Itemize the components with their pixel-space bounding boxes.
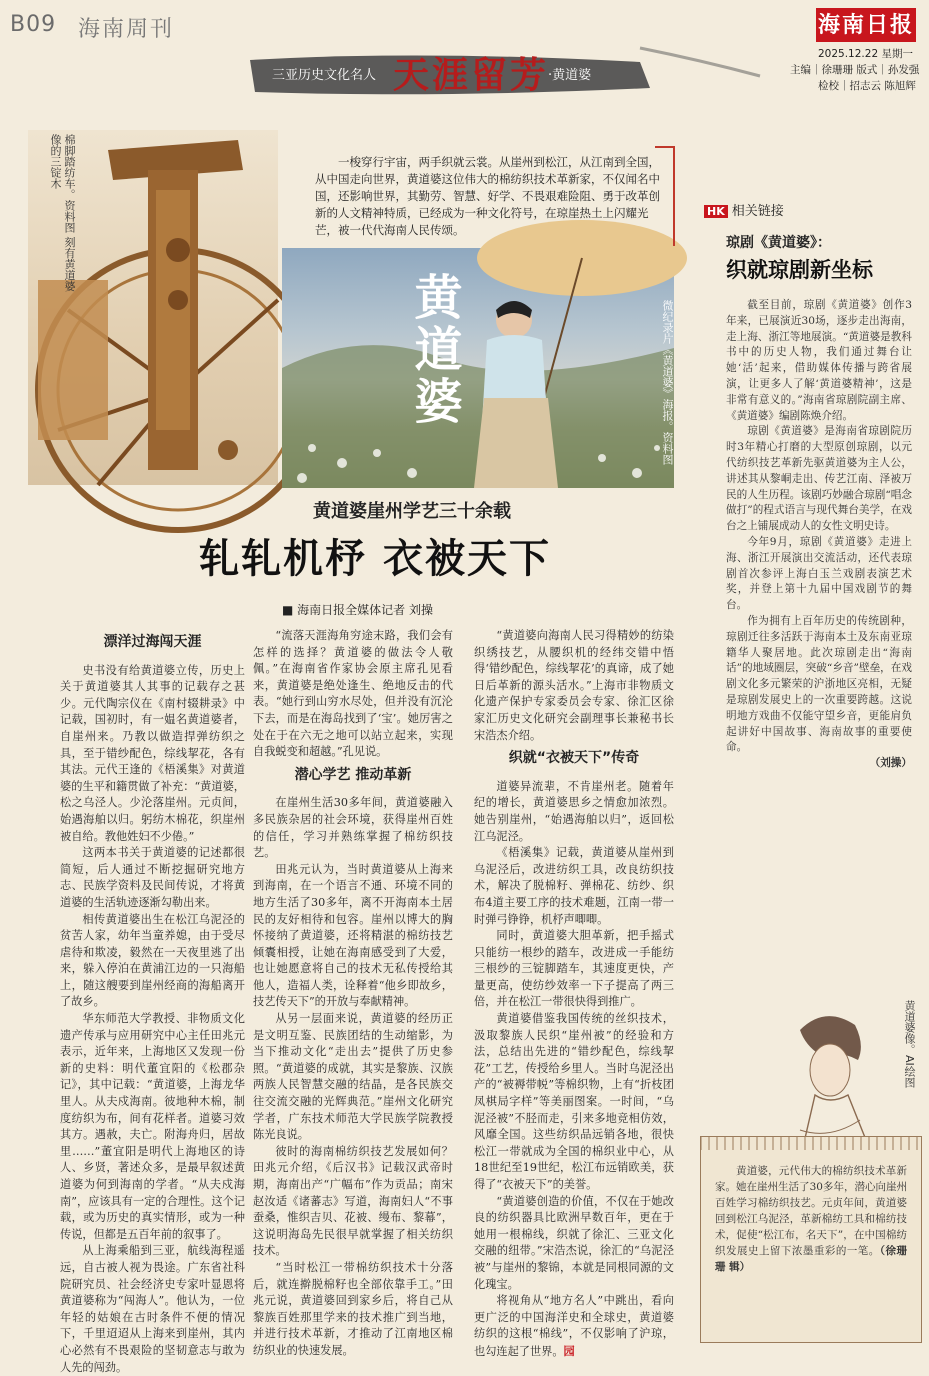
portrait-info-body: 黄道婆，元代伟大的棉纺织技术革新家。她在崖州生活了30多年，潜心向崖州百姓学习棉纺织技艺。元贞年间，黄道婆回到松江乌泥泾，革新棉纺工具和棉纺技术，促使“松江布，名天下”，在中国棉纺织发展史上留下浓墨重彩的一笔。 — [715, 1165, 907, 1257]
proofreader-credits: 检校｜招志云 陈旭辉 — [818, 80, 916, 92]
sidebar-paragraph: 作为拥有上百年历史的传统剧种，琼剧迁往多活跃于海南本土及东南亚琼籍华人聚居地。此次琼剧走出“海南话”的地域圈层，突破“乡音”壁垒，在戏剧文化多元繁荣的沪浙地区亮相，无疑是琼剧发展史上的一次重要跨越。这说明地方戏曲不仅能守望乡音，更能肩负起讲好中国故事、海南故事的重要使命。 — [726, 614, 912, 754]
sidebar-body — [726, 298, 912, 772]
paragraph: “黄道婆向海南人民习得精妙的纺染织绣技艺，从腰织机的经纬交错中悟得‘错纱配色，综线挈花’的真谛，成了她日后革新的源头活水。”上海市非物质文化遗产保护专家委员会专家、徐汇区徐家汇历史文化研究会副理事长兼秘书长宋浩杰介绍。 — [474, 629, 674, 742]
article-column-1 — [60, 628, 245, 1374]
series-label: 三亚历史文化名人 — [272, 68, 377, 83]
paragraph: “流落天涯海角穷途末路，我们会有怎样的选择？黄道婆的做法令人敬佩。”在海南省作家协会原主席孔见看来，黄道婆是绝处逢生、绝地反击的代表。“她行到山穷水尽处，但并没有沉沦下去，而是在海岛找到了‘宝’。她厉害之处在于在六无之地可以站立起来，实现自我蜕变和超越。”孔见说。 — [253, 629, 453, 759]
paragraph: 在崖州生活30多年间，黄道婆融入多民族杂居的社会环境，获得崖州百姓的信任，学习并熟练掌握了棉纺织技艺。 — [253, 796, 453, 860]
related-link-tag — [704, 200, 784, 219]
series-title: 天涯留芳 — [393, 54, 550, 96]
paragraph: 从另一层面来说，黄道婆的经历正是文明互鉴、民族团结的生动缩影，为当下推动文化“走出去”提供了历史参照。“黄道婆的成就，其实是黎族、汉族两族人民智慧交融的结晶，是各民族交往交流交融的光辉典范。”崖州文化研究学者，广东技术师范大学民族学院教授陈光良说。 — [253, 1012, 453, 1142]
paragraph: 彼时的海南棉纺织技艺发展如何？田兆元介绍，《后汉书》记载汉武帝时期，海南出产“广幅布”作为贡品；南宋赵汝适《诸蕃志》写道，海南妇人“不事蚕桑，惟织吉贝、花被、缦布、黎幕”，这说明海岛先民很早就掌握了相关纺织技术。 — [253, 1144, 453, 1258]
series-subtitle: ·黄道婆 — [548, 68, 592, 83]
paragraph: 从上海乘船到三亚，航线海程遥远，自古被人视为畏途。广东省社科院研究员、社会经济史专家叶显恩将黄道婆称为“闯海人”。他认为，一位年轻的姑娘在古时条件不便的情况下，千里迢迢从上海来到崖州，其内心必然有不畏艰险的坚韧意志与敢为人先的闯劲。 — [60, 1244, 245, 1374]
wheel-photo-caption: 棉脚踏纺车。资料图 刻有黄道婆像的三锭木 — [49, 134, 76, 292]
publication-date: 2025.12.22 星期一 — [818, 48, 913, 60]
paragraph: 史书没有给黄道婆立传，历史上关于黄道婆其人其事的记载存之甚少。元代陶宗仪在《南村辍耕录》中记载，国初时，有一媪名黄道婆者，自崖州来。乃教以做造捍弹纺织之具，至于错纱配色，综线挈花，各有其法。元代王逢的《梧溪集》对黄道婆的生平和籍贯做了补充：“黄道婆，松之乌泾人。少沦落崖州。元贞间，始遇海舶以归。躬纺木棉花，织崖州被自给。教他姓妇不少倦。” — [60, 663, 245, 843]
paragraph: 黄道婆借鉴我国传统的丝织技术，汲取黎族人民织“崖州被”的经验和方法，总结出先进的“错纱配色，综线挈花”工艺，传授给乡里人。当时乌泥泾出产的“被褥带帨”等棉织物，上有“折枝团凤棋局字样”等美丽图案。一时间，“乌泥泾被”不胫而走，引来多地竞相仿效，风靡全国。这些纺织品远销各地，很快松江一带就成为全国的棉织业中心，从18世纪至19世纪，松江布远销欧美，获得了“衣被天下”的美誉。 — [474, 1012, 674, 1191]
article-column-3 — [474, 628, 674, 1358]
paragraph — [474, 1293, 674, 1360]
paragraph: 华东师范大学教授、非物质文化遗产传承与应用研究中心主任田兆元表示，近年来，上海地区又发现一份新的史料：明代董宜阳的《松郡杂记》，其中记载：“黄道婆，上海龙华里人。从夫戍海南。彼地种木棉，制度纺织为布，间有花样者。道婆习效其方。遇赦，夫亡。附海舟归，居故里……”董宜阳是明代上海地区的诗人、乡贤，著述众多，是最早叙述黄道婆为何到海南的学者。“从夫戍海南”，应该具有一定的合理性。这个记载，或为历史的真实情形，或为一种传说，但都是五百年前的叙事了。 — [60, 1012, 245, 1241]
portrait-info-box — [700, 1136, 922, 1343]
paper-logo: 海南日报 — [816, 8, 916, 42]
section-subhead: 潜心学艺 推动革新 — [294, 766, 412, 783]
poster-illustration — [282, 248, 674, 488]
lead-rule-vertical — [673, 146, 675, 246]
sidebar-kicker: 琼剧《黄道婆》： — [726, 235, 831, 251]
info-box-border-decoration — [700, 1136, 922, 1150]
page-number: B09 — [10, 12, 57, 37]
paragraph: 道婆异流辈，不肯崖州老。随着年纪的增长，黄道婆思乡之情愈加浓烈。她告别崖州，“始遇海舶以归”，返回松江乌泥泾。 — [474, 779, 674, 843]
section-subhead: 漂洋过海闯天涯 — [103, 634, 202, 650]
end-mark: 园 — [563, 1343, 575, 1358]
article-kicker: 黄道婆崖州学艺三十余载 — [313, 501, 511, 522]
weekly-logo: 海南周刊 — [78, 17, 175, 42]
paragraph: “黄道婆创造的价值，不仅在于她改良的纺织器具比欧洲早数百年，更在于她用一根棉线，织就了徐汇、三亚文化交融的纽带。”宋浩杰说，徐汇的“乌泥泾被”与崖州的黎锦，本就是同根同源的文化瑰宝。 — [474, 1194, 674, 1291]
paragraph: 同时，黄道婆大胆革新，把手摇式只能纺一根纱的踏车，改进成一手能纺三根纱的三锭脚踏车，其速度更快，产量更高，使纺纱效率一下子提高了两三倍，并在松江一带很快得到推广。 — [474, 929, 674, 1009]
documentary-poster-photo — [282, 248, 674, 488]
sidebar-paragraph: 琼剧《黄道婆》是海南省琼剧院历时3年精心打磨的大型原创琼剧，以元代纺织技艺革新先驱黄道婆为主人公，讲述其从黎峒走出、传艺江南、泽被万民的人生历程。该剧巧妙融合琼剧“唱念做打”的程式语言与现代舞台美学，在戏台之上铺展成动人的女性文明史诗。 — [726, 425, 912, 533]
paragraph: 相传黄道婆出生在松江乌泥泾的贫苦人家，幼年当童养媳，由于受尽虐待和欺凌，毅然在一天夜里逃了出来，躲入停泊在黄浦江边的一只海船上，随这艘要到崖州经商的海船离开了故乡。 — [60, 912, 245, 1009]
paragraph: 《梧溪集》记载，黄道婆从崖州到乌泥泾后，改进纺织工具，改良纺织技术，解决了脱棉籽、弹棉花、纺纱、织布4道主要工序的技术难题，江南一带一时弹弓铮铮，机杼声唧唧。 — [474, 846, 674, 926]
paragraph-text: 将视角从“地方名人”中跳出，看向更广泛的中国海洋史和全球史，黄道婆纺织的这根“棉线”，不仅影响了沪琼，也勾连起了世界。 — [474, 1294, 674, 1358]
section-subhead: 织就“衣被天下”传奇 — [508, 750, 640, 767]
article-headline: 轧轧机杼 衣被天下 — [199, 536, 551, 582]
lead-rule — [655, 146, 675, 148]
paragraph: 田兆元认为，当时黄道婆从上海来到海南，在一个语言不通、环境不同的地方生活了30多年，离不开海南本土居民的友好相待和包容。崖州以博大的胸怀接纳了黄道婆，还将精湛的棉纺技艺倾囊相授，让她在海南感受到了大爱，也让她愿意将自己的技术无私传授给其他人，造福人类，诠释着“他乡即故乡，技艺传天下”的开放与奉献精神。 — [253, 862, 453, 1009]
editor-credits: 主编｜徐珊珊 版式｜孙发强 — [790, 64, 920, 76]
sidebar-paragraph: 截至目前，琼剧《黄道婆》创作3年来，已展演近30场，逐步走出海南，走上海、浙江等地展演。“黄道婆是教科书中的历史人物，我们通过舞台让她‘活’起来，借助媒体传播与跨省展演，让更多人了解‘黄道婆精神’，这是非常有意义的。”海南省琼剧院副主席、《黄道婆》编剧陈焕介绍。 — [726, 299, 912, 422]
related-link-label: 相关链接 — [731, 204, 784, 219]
portrait-caption: 黄道婆像。AI绘图 — [903, 1000, 916, 1088]
paragraph: 这两本书关于黄道婆的记述都很简短，后人通过不断挖掘研究地方志、民族学资料及民间传说，才将黄道婆的生活轨迹逐渐勾勒出来。 — [60, 846, 245, 909]
poster-photo-caption: 微纪录片《黄道婆》海报。资料图 — [661, 300, 674, 465]
sidebar-author: （刘操） — [869, 757, 912, 770]
paragraph: “当时松江一带棉纺织技术十分落后，就连擀脱棉籽也全部依靠手工。”田兆元说，黄道婆回到家乡后，将自己从黎族百姓那里学来的技术推广到当地，并进行技术革新，才推动了江南地区棉纺织业的快速发展。 — [253, 1260, 453, 1357]
sidebar-paragraph: 今年9月，琼剧《黄道婆》走进上海、浙江开展演出交流活动，还代表琼剧首次参评上海白玉兰戏剧表演艺术奖，并登上第十九届中国戏剧节的舞台。 — [726, 535, 912, 612]
portrait-info-editor: （徐珊珊 辑） — [715, 1245, 908, 1273]
lead-paragraph: 一梭穿行宇宙，两手织就云裳。从崖州到松江，从江南到全国，从中国走向世界，黄道婆这位伟大的棉纺织技术革新家，不仅闻名中国，还影响世界，其勤劳、智慧、好学、不畏艰难险阻、勇于改革创新的人文精神特质，已经成为一种文化符号，在琼崖热土上闪耀光芒，被一代代海南人民传颂。 — [315, 155, 660, 237]
article-byline: ■ 海南日报全媒体记者 刘操 — [282, 603, 433, 617]
article-column-2 — [253, 628, 453, 1357]
hk-logo-icon: HK — [704, 205, 728, 218]
portrait-info-text — [715, 1163, 907, 1275]
sidebar-title: 织就琼剧新坐标 — [726, 258, 873, 282]
poster-title: 黄道婆 — [406, 272, 462, 428]
